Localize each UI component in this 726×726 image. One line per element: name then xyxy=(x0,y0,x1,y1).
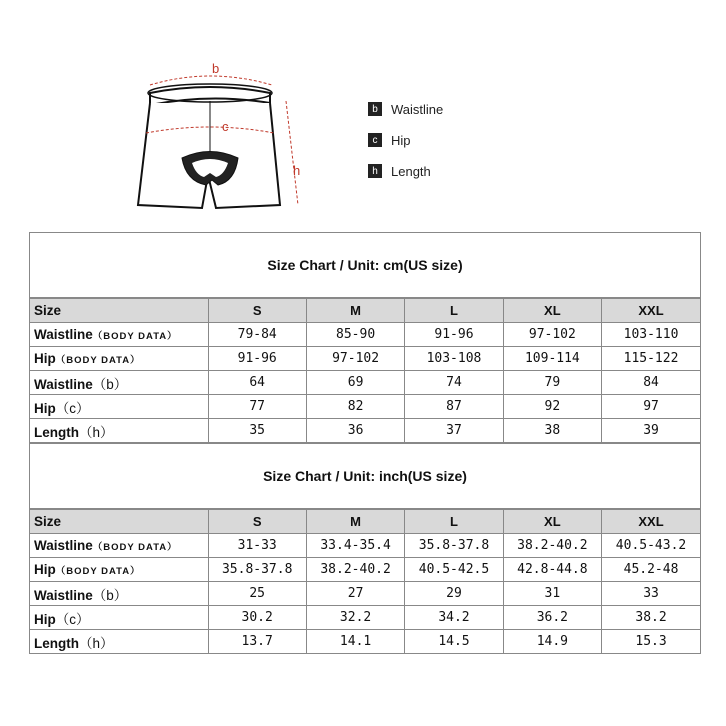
size-chart-cm-title: Size Chart / Unit: cm(US size) xyxy=(30,233,700,298)
table-cell: 36.2 xyxy=(503,606,601,630)
table-cell: 33.4-35.4 xyxy=(306,534,404,558)
table-cell: 38.2-40.2 xyxy=(503,534,601,558)
size-table-cm xyxy=(30,298,700,442)
table-row xyxy=(30,323,700,347)
table-cell: 35 xyxy=(208,419,306,443)
table-cell: 42.8-44.8 xyxy=(503,558,601,582)
table-cell: 97 xyxy=(602,395,700,419)
row-label-text: Waistline xyxy=(34,538,93,553)
table-cell: 79-84 xyxy=(208,323,306,347)
table-cell: 29 xyxy=(405,582,503,606)
table-cell: 69 xyxy=(306,371,404,395)
table-cell: 30.2 xyxy=(208,606,306,630)
row-label-text: Length xyxy=(34,424,79,440)
row-label xyxy=(30,534,208,558)
table-cell: 36 xyxy=(306,419,404,443)
table-cell: 38 xyxy=(503,419,601,443)
table-cell: 35.8-37.8 xyxy=(405,534,503,558)
table-cell: 13.7 xyxy=(208,630,306,654)
row-label-text: Waistline xyxy=(34,327,93,342)
table-cell: 14.9 xyxy=(503,630,601,654)
row-label-suffix: （b） xyxy=(92,587,128,603)
row-label-text: Hip xyxy=(34,611,56,627)
table-cell: 31 xyxy=(503,582,601,606)
header-size-2: M xyxy=(306,299,404,323)
legend-label: Hip xyxy=(391,132,411,148)
legend-key-h: h xyxy=(368,164,382,178)
table-cell: 64 xyxy=(208,371,306,395)
row-label xyxy=(30,582,208,606)
size-table-inch xyxy=(30,509,700,653)
row-label-text: Waistline xyxy=(34,587,93,603)
table-row xyxy=(30,534,700,558)
dim-label-c: c xyxy=(222,119,229,134)
table-row xyxy=(30,419,700,443)
legend-label: Length xyxy=(391,163,431,179)
row-label xyxy=(30,323,208,347)
table-header-row xyxy=(30,299,700,323)
legend-key-b: b xyxy=(368,102,382,116)
table-cell: 109-114 xyxy=(503,347,601,371)
header-size-label: Size xyxy=(30,299,208,323)
row-label-text: Hip xyxy=(34,351,56,366)
header-size-1: S xyxy=(208,510,306,534)
table-row xyxy=(30,395,700,419)
table-cell: 92 xyxy=(503,395,601,419)
table-cell: 40.5-42.5 xyxy=(405,558,503,582)
table-cell: 32.2 xyxy=(306,606,404,630)
row-label xyxy=(30,606,208,630)
header-size-4: XL xyxy=(503,299,601,323)
header-size-5: XXL xyxy=(602,299,700,323)
row-label-text: Hip xyxy=(34,400,56,416)
row-label-suffix: （BODY DATA） xyxy=(92,542,178,553)
row-label-suffix: （BODY DATA） xyxy=(55,355,141,366)
row-label-suffix: （c） xyxy=(55,400,90,416)
row-label xyxy=(30,630,208,654)
header-size-4: XL xyxy=(503,510,601,534)
header-size-label: Size xyxy=(30,510,208,534)
table-cell: 84 xyxy=(602,371,700,395)
row-label-suffix: （b） xyxy=(92,376,128,392)
table-row xyxy=(30,371,700,395)
measurement-legend xyxy=(368,98,443,191)
table-cell: 97-102 xyxy=(503,323,601,347)
row-label-suffix: （c） xyxy=(55,611,90,627)
table-cell: 25 xyxy=(208,582,306,606)
table-cell: 40.5-43.2 xyxy=(602,534,700,558)
row-label-text: Waistline xyxy=(34,376,93,392)
table-cell: 45.2-48 xyxy=(602,558,700,582)
table-cell: 14.5 xyxy=(405,630,503,654)
table-cell: 115-122 xyxy=(602,347,700,371)
row-label-suffix: （BODY DATA） xyxy=(55,566,141,577)
table-cell: 37 xyxy=(405,419,503,443)
dim-label-h: h xyxy=(293,163,301,178)
row-label xyxy=(30,371,208,395)
table-cell: 87 xyxy=(405,395,503,419)
table-cell: 82 xyxy=(306,395,404,419)
dim-label-b: b xyxy=(212,61,220,76)
table-cell: 38.2-40.2 xyxy=(306,558,404,582)
table-cell: 74 xyxy=(405,371,503,395)
table-header-row xyxy=(30,510,700,534)
row-label xyxy=(30,419,208,443)
table-cell: 27 xyxy=(306,582,404,606)
table-row xyxy=(30,630,700,654)
legend-item-hip xyxy=(368,129,443,151)
legend-item-length xyxy=(368,160,443,182)
table-cell: 85-90 xyxy=(306,323,404,347)
table-row xyxy=(30,582,700,606)
table-cell: 91-96 xyxy=(208,347,306,371)
header-size-3: L xyxy=(405,510,503,534)
row-label-text: Hip xyxy=(34,562,56,577)
row-label xyxy=(30,395,208,419)
size-chart-cm xyxy=(29,232,701,443)
table-cell: 103-110 xyxy=(602,323,700,347)
header-size-2: M xyxy=(306,510,404,534)
legend-item-waistline xyxy=(368,98,443,120)
header-size-3: L xyxy=(405,299,503,323)
table-cell: 39 xyxy=(602,419,700,443)
table-cell: 33 xyxy=(602,582,700,606)
size-chart-inch xyxy=(29,443,701,654)
row-label-suffix: （BODY DATA） xyxy=(92,331,178,342)
row-label-suffix: （h） xyxy=(79,424,114,440)
table-cell: 103-108 xyxy=(405,347,503,371)
table-cell: 38.2 xyxy=(602,606,700,630)
row-label xyxy=(30,347,208,371)
row-label-text: Length xyxy=(34,635,79,651)
shorts-illustration xyxy=(120,55,320,225)
row-label-suffix: （h） xyxy=(79,635,114,651)
legend-label: Waistline xyxy=(391,101,444,117)
table-row xyxy=(30,606,700,630)
table-cell: 34.2 xyxy=(405,606,503,630)
table-cell: 77 xyxy=(208,395,306,419)
table-cell: 97-102 xyxy=(306,347,404,371)
row-label xyxy=(30,558,208,582)
shorts-diagram xyxy=(120,55,320,225)
header-size-1: S xyxy=(208,299,306,323)
table-cell: 79 xyxy=(503,371,601,395)
table-row xyxy=(30,558,700,582)
table-cell: 14.1 xyxy=(306,630,404,654)
header-size-5: XXL xyxy=(602,510,700,534)
size-chart-inch-title: Size Chart / Unit: inch(US size) xyxy=(30,444,700,509)
table-cell: 91-96 xyxy=(405,323,503,347)
legend-key-c: c xyxy=(368,133,382,147)
table-cell: 15.3 xyxy=(602,630,700,654)
table-row xyxy=(30,347,700,371)
table-cell: 31-33 xyxy=(208,534,306,558)
table-cell: 35.8-37.8 xyxy=(208,558,306,582)
